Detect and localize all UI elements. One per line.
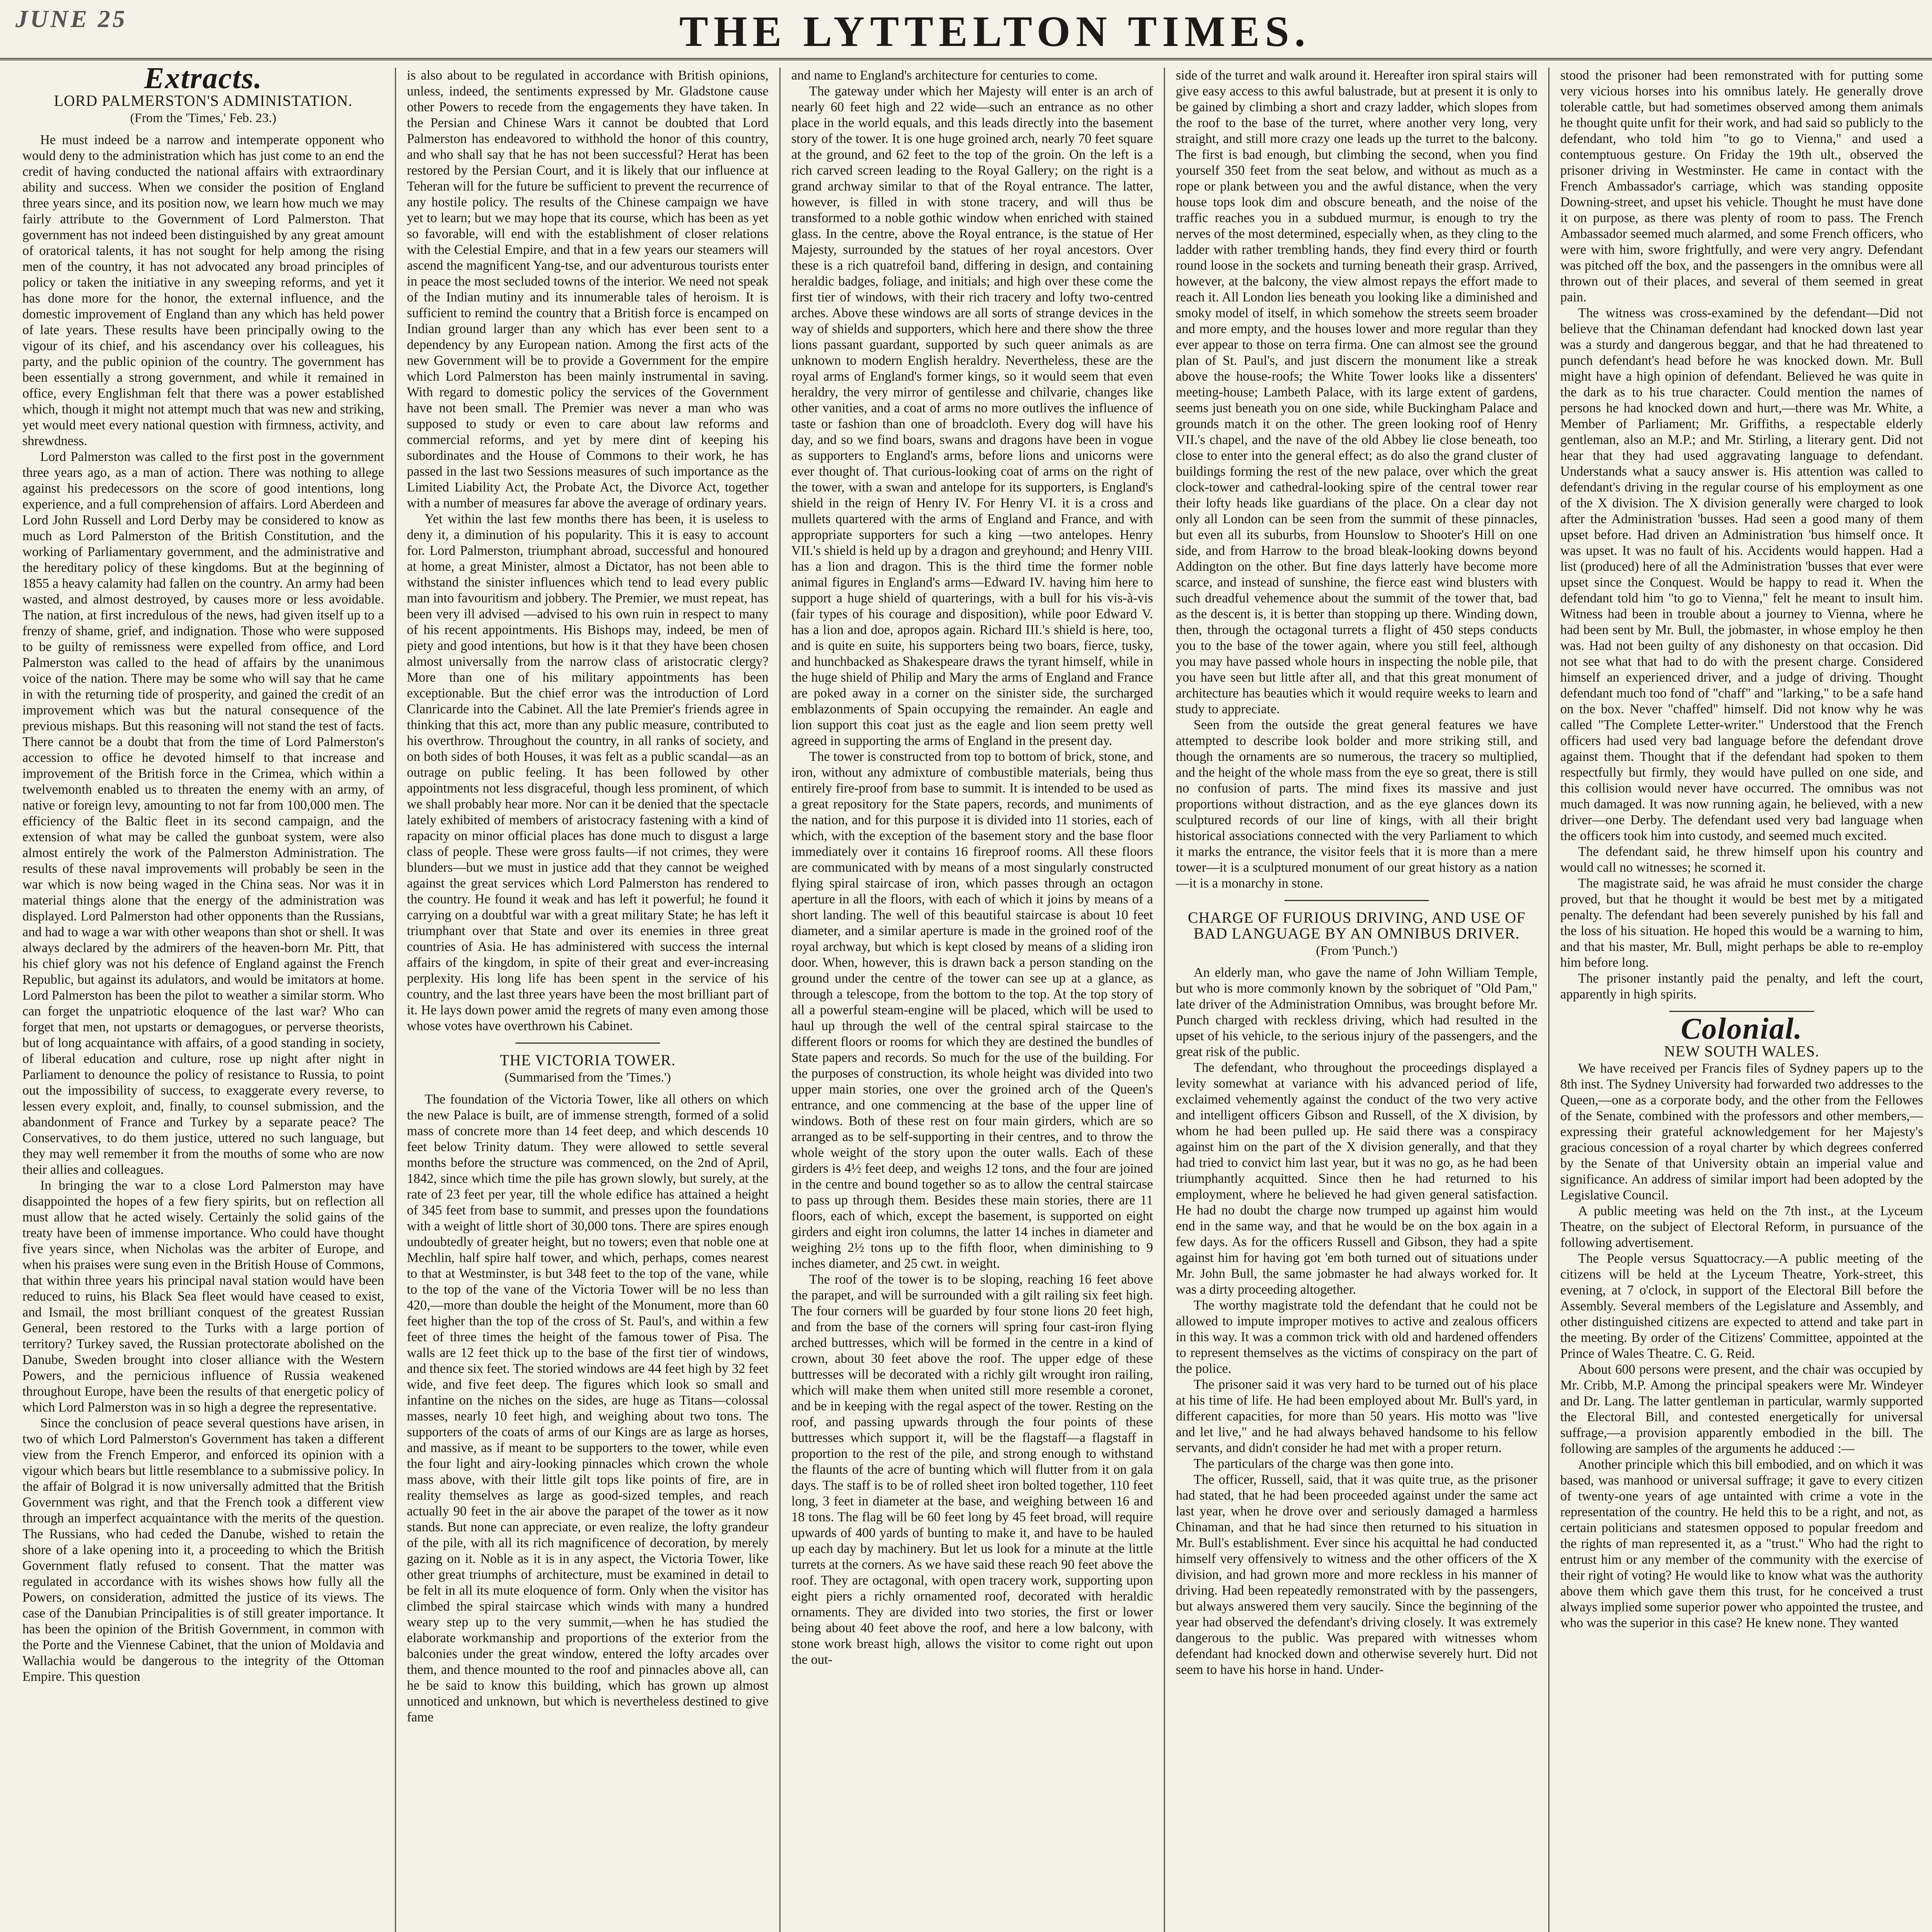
article-headline: LORD PALMERSTON'S ADMINISTATION. [54,92,353,109]
article-paragraph: The foundation of the Victoria Tower, like all others on which the new Palace is built, are of immense strength, formed of a solid mass of concrete more than 14 feet deep, and which descends 10 feet below Trinity datum. They were allowed to settle several months before the structure was commenced, on the 2nd of April, 1842, since which time the pile has grown slowly, but surely, at the rate of 23 feet per year, till the whole edifice has attained a height of 345 feet from base to summit, and presses upon the foundations with a weight of little short of 30,000 tons. There are spires enough undoubtedly of greater height, but no towers; even that noble one at Mechlin, half spire half tower, and which, perhaps, comes nearest to that at Westminster, is but 348 feet to the top of the vane, while to the top of the vane of the Victoria Tower will be no less than 420,—more than double the height of the Monument, more than 60 feet higher than the top of the cross of St. Paul's, and within a few feet of three times the height of the famous tower of Pisa. The walls are 12 feet thick up to the base of the first tier of windows, and thence six feet. The storied windows are 44 feet high by 32 feet wide, and five feet deep. The figures which look so small and infantine on the niches on the sides, are huge as Titans—colossal masses, nearly 10 feet high, and weighing about two tons. The supporters of the coats of arms of our Kings are as large as horses, and massive, as if meant to be supporters to the tower, while even the four light and airy-looking pinnacles which crown the whole mass above, with their little gilt tops like points of fire, are in reality themselves as large as good-sized temples, and reach actually 90 feet in the air above the parapet of the tower as it now stands. But none can appreciate, or even realize, the lofty grandeur of the pile, with all its rich magnificence of decoration, by merely gazing on it. Noble as it is in any aspect, the Victoria Tower, like other great triumphs of architecture, must be examined in detail to be felt in all its mute eloquence of form. Only when the visitor has climbed the spiral staircase which winds with many a hundred weary step up to the very summit,—when he has studied the elaborate workmanship and proportions of the exterior from the balconies under the great window, entered the lofty arcades over them, and thence mounted to the roof and pinnacles above all, can he be said to know this building, which has grown up almost unnoticed and unknown, but which is nevertheless destined to give fame [407,1092,769,1725]
article-paragraph: The worthy magistrate told the defendant that he could not be allowed to impute improper motives to active and zealous officers in this way. It was a common trick with old and hardened offenders to represent themselves as the victims of conspiracy on the part of the police. [1176,1298,1537,1376]
divider [1284,900,1429,901]
article-paragraph: Yet within the last few months there has been, it is useless to deny it, a diminution of his popularity. This it is easy to account for. Lord Palmerston, triumphant abroad, successful and honoured at home, a great Minister, almost a Dictator, has not been able to withstand the sinister influences which tend to lead every public man into favouritism and jobbery. The Premier, we must repeat, has been very ill advised —advised to his own ruin in respect to many of his recent appointments. His Bishops may, indeed, be men of piety and good intentions, but how is it that they have been chosen almost universally from the narrow class of aristocratic clergy? More than one of his military appointments has been exceptionable. But the chief error was the introduction of Lord Clanricarde into the Cabinet. All the late Premier's friends agree in thinking that this act, more than any public measure, contributed to his overthrow. Throughout the country, in all ranks of society, and on both sides of both Houses, it was felt as a public scandal—as an outrage on public feeling. It has been followed by other appointments not less disgraceful, though less prominent, of which we shall probably hear more. Nor can it be denied that the spectacle lately exhibited of members of aristocracy fastening with a kind of rapacity on minor official places has done much to disgust a large class of people. These were gross faults—if not crimes, they were blunders—but we must in justice add that they cannot be weighed against the great services which Lord Palmerston has rendered to the country. He found it weak and has left it powerful; he found it carrying on a doubtful war with a great military State; he has left it triumphant over that State and over its enemies in three great countries of Asia. He has administered with success the internal affairs of the kingdom, in spite of their great and ever-increasing perplexity. His long life has been spent in the service of his country, and the last three years have been the most brilliant part of it. He lays down power amid the regrets of many even among those whose votes have overthrown his Cabinet. [407,512,769,1033]
columns [12,68,1932,1932]
article-paragraph: The defendant, who throughout the proceedings displayed a levity somewhat at variance with his advanced period of life, exclaimed vehemently against the conduct of the two very active and intelligent officers Gibson and Russell, of the X division, by whom he had been pulled up. He said there was a conspiracy against him on the part of the X division generally, and that they had tried to convict him last year, but it was no go, as he had been triumphantly acquitted. Since then he had returned to his employment, where he believed he had given general satisfaction. He had no doubt the charge now trumped up against him would end in the same way, and that he would be on the box again in a few days. As for the officers Russell and Gibson, they had a spite against him for having got 'em both turned out of situations under Mr. John Bull, the same jobmaster he had always worked for. It was a dirty proceeding altogether. [1176,1060,1537,1297]
column-5 [1549,68,1932,1932]
article-paragraph: The prisoner instantly paid the penalty, and left the court, apparently in high spirits. [1560,971,1923,1002]
article-headline: NEW SOUTH WALES. [1664,1043,1820,1060]
article-source: (Summarised from the 'Times.') [504,1070,671,1085]
article-paragraph: About 600 persons were present, and the chair was occupied by Mr. Cribb, M.P. Among the principal speakers were Mr. Windeyer and Dr. Lang. The latter gentleman in particular, warmly supported the Electoral Bill, and contested energetically for universal suffrage,—a provision apparently embodied in the bill. The following are samples of the arguments he adduced :— [1560,1362,1923,1456]
masthead [0,0,1932,60]
article-paragraph: The defendant said, he threw himself upon his country and would call no witnesses; he scorned it. [1560,844,1923,875]
article-paragraph: A public meeting was held on the 7th inst., at the Lyceum Theatre, on the subject of Electoral Reform, in pursuance of the following advertisement. [1560,1204,1923,1250]
newspaper-title: THE LYTTELTON TIMES. [679,8,1311,56]
article-paragraph: Another principle which this bill embodied, and on which it was based, was manhood or universal suffrage; it gave to every citizen of twenty-one years of age untainted with crime a vote in the representation of the country. He held this to be a right, and not, as certain politicians and statesmen opposed to popular freedom and the rights of man represented it, as a "trust." Who had the right to entrust him or any member of the community with the exercise of their right of voting? He would like to know what was the authority above them which gave them this trust, for he conceived a trust always implied some superior power who appointed the trustee, and who was the superior in this case? He knew none. They wanted [1560,1457,1923,1630]
article-paragraph: Seen from the outside the great general features we have attempted to describe look bolder and more striking still, and though the ornaments are so numerous, the tracery so multiplied, and the height of the whole mass from the eye so great, there is still no confusion of parts. The mind fixes its massive and just proportions without distraction, and as the eye glances down its sculptured records of our line of kings, with all their bright historical associations connected with the very Parliament to which it marks the entrance, the visitor feels that it is more than a mere tower—it is a sculptured monument of our great history as a nation—it is a monarchy in stone. [1176,718,1537,891]
article-source: (From 'Punch.') [1316,944,1398,958]
article-paragraph: The gateway under which her Majesty will enter is an arch of nearly 60 feet high and 22 wide—such an entrance as no other place in the world equals, and this leads directly into the basement story of the tower. It is one huge groined arch, nearly 70 feet square at the ground, and 62 feet to the top of the groin. On the left is a rich carved screen leading to the Royal Gallery; on the right is a grand archway similar to that of the Royal entrance. The latter, however, is filled in with stone tracery, and will thus be transformed to a noble gothic window when enriched with stained glass. In the centre, above the Royal entrance, is the statue of Her Majesty, surrounded by the statues of her royal ancestors. Over these is a rich quatrefoil band, differing in design, and containing heraldic badges, foliage, and initials; and high over these come the first tier of windows, with their rich tracery and lofty two-centred arches. Above these windows are all sorts of strange devices in the way of shields and supporters, which here and there show the three lions passant guardant, supported by such queer animals as are unknown to modern English heraldry. Nevertheless, these are the royal arms of England's former kings, so it would seem that even heraldry, the very mirror of gentilesse and chilvarie, changes like other vanities, and a coat of arms no more outlives the influence of taste or fashion than one of broadcloth. Every dog will have his day, and so we find boars, swans and dragons have been in vogue as supporters to England's arms, before lions and unicorns were ever thought of. That curious-looking coat of arms on the right of the tower, with a swan and antelope for its supporters, is England's shield in the reign of Henry IV. For Henry VI. it is a cross and mullets quartered with the arms of England and France, and with appropriate supporters for such a king —two antelopes. Henry VII.'s shield is held up by a dragon and greyhound; and Henry VIII. has a lion and dragon. This is the third time the former noble animal figures in England's arms—Edward IV. having him here to support a huge shield of quarterings, with a bull for his vis-à-vis (fair types of his courage and disposition), while poor Edward V. has a lion and doe, apropos again. Richard III.'s shield is here, too, and is quite en suite, his supporters being two boars, fierce, tusky, and hunchbacked as Shakespeare draws the tyrant himself, while in the huge shield of Philip and Mary the arms of England and France are poked away in a corner on the sinister side, the surcharged emblazonments of Spain occupying the remainder. An eagle and lion support this coat just as the eagle and lion seem pretty well agreed in supporting the arms of England in the present day. [791,84,1153,748]
article-paragraph: The particulars of the charge was then gone into. [1194,1456,1454,1471]
article-paragraph: The prisoner said it was very hard to be turned out of his place at his time of life. He had been employed about Mr. Bull's yard, in different capacities, for more than 50 years. His motto was "live and let live," and he had always behaved handsome to his fellow servants, and didn't consider he had met with a proper return. [1176,1377,1537,1455]
article-paragraph: stood the prisoner had been remonstrated with for putting some very vicious horses into his omnibus lately. He generally drove tolerable cattle, but had sometimes observed among them animals he thought quite unfit for their work, and had said so publicly to the defendant, who told him "to go to Vienna," and used a contemptuous gesture. On Friday the 19th ult., observed the prisoner driving in Westminster. He came in contact with the French Ambassador's carriage, which was standing opposite Downing-street, and upset his vehicle. Thought he must have done it on purpose, as there was plenty of room to pass. The French Ambassador seemed much alarmed, and some French officers, who were with him, swore frightfully, and were very angry. Defendant was pitched off the box, and the passengers in the omnibus were all thrown out of their places, and several of them seemed in great pain. [1560,68,1923,304]
article-paragraph: Since the conclusion of peace several questions have arisen, in two of which Lord Palmerston's Government has taken a different view from the French Emperor, and enforced its opinion with a vigour which bears but little resemblance to a submissive policy. In the affair of Bolgrad it is now universally admitted that the British Government was right, and that the French took a different view through an imperfect acquaintance with the merits of the question. The Russians, who had ceded the Danube, wished to retain the shore of a lake opening into it, a proceeding to which the British Government flatly refused to consent. That the matter was regulated in accordance with its wishes shows how fully all the Powers, on consideration, admitted the justice of its views. The case of the Danubian Principalities is of still greater importance. It has been the opinion of the British Government, in common with the Porte and the Viennese Cabinet, that the union of Moldavia and Wallachia would be dangerous to the integrity of the Ottoman Empire. This question [22,1416,384,1684]
column-3 [781,68,1165,1932]
article-headline: THE VICTORIA TOWER. [500,1051,676,1069]
article-paragraph: is also about to be regulated in accordance with British opinions, unless, indeed, the sentiments expressed by Mr. Gladstone cause other Powers to recede from the engagements they have taken. In the Persian and Chinese Wars it cannot be doubted that Lord Palmerston has endeavored to withhold the honor of this country, and who shall say that he has not been successful? Herat has been restored by the Persian Court, and it is likely that our influence at Teheran will for the future be sufficient to prevent the recurrence of any hostile policy. The results of the Chinese campaign we have yet to learn; but we may hope that its course, which has been as yet so favorable, will end with the establishment of closer relations with the Celestial Empire, and that in a few years our steamers will ascend the magnificent Yang-tse, and our adventurous tourists enter in peace the most secluded towns of the interior. We need not speak of the Indian mutiny and its innumerable tales of heroism. It is sufficient to remind the country that a British force is encamped on Indian ground larger than any which has ever been sent to a dependency by any European nation. Among the first acts of the new Government will be to provide a Government for the empire which Lord Palmerston has been mainly instrumental in saving. With regard to domestic policy the services of the Government have not been small. The Premier was never a man who was supposed to study or even to care about law reforms and commercial reforms, and yet by mere dint of keeping his subordinates and the House of Commons to their work, he has passed in the last two Sessions measures of such importance as the Limited Liability Act, the Probate Act, the Divorce Act, together with a number of measures far above the average of ordinary years. [407,68,769,510]
article-paragraph: The witness was cross-examined by the defendant—Did not believe that the Chinaman defendant had knocked down last year was a sturdy and dangerous beggar, and that he had threatened to punch defendant's head before he was knocked down. Mr. Bull might have a high opinion of defendant. Believed he was quite in the dark as to his true character. Could mention the names of persons he had knocked down and hurt,—there was Mr. White, a Member of Parliament; Mr. Griffiths, a respectable elderly gentleman, also an M.P.; and Mr. Stirling, a literary gent. Did not hear that they had used aggravating language to defendant. Understands what a saucy answer is. His attention was called to defendant's driving in the regular course of his employment as one of the X division. The X division generally were charged to look after the Administration 'busses. Had seen a good many of them upset before. Had driven an Administration 'bus himself once. It was upset. It was no fault of his. Accidents would happen. Had a list (produced) here of all the Administration 'busses that ever were upset since the Conquest. Would be happy to read it. When the defendant told him "to go to Vienna," felt he meant to insult him. Witness had been in trouble about a journey to Vienna, where he had been sent by Mr. Bull, the jobmaster, in whose employ he then was. Had not been guilty of any dishonesty on that occasion. Did not see what that had to do with the present charge. Considered himself an experienced driver, and a judge of driving. Thought defendant much too fond of "chaff" and "larking," to be a safe hand on the box. Never "chaffed" himself. Did not know why he was called "The Complete Letter-writer." Understood that the French officers had used very bad language before the defendant drove against them. Thought that if the defendant had spoken to them respectfully but firmly, they would have pulled on one side, and this collision would never have occurred. The omnibus was not much damaged. It was now running again, he believed, with a new driver—one Derby. The defendant used very bad language when the officers took him into custody, and seemed much excited. [1560,306,1923,843]
article-paragraph: The tower is constructed from top to bottom of brick, stone, and iron, without any admixture of combustible materials, being thus entirely fire-proof from base to summit. It is intended to be used as a great repository for the State papers, records, and muniments of the nation, and for this purpose it is divided into 11 stories, each of which, with the exception of the basement story and the base floor immediately over it contains 16 fireproof rooms. All these floors are communicated with by means of a most singularly constructed flying spiral staircase of iron, which passes through an octagon aperture in all the floors, with each of which it joins by means of a short landing. The well of this beautiful staircase is about 10 feet diameter, and a similar aperture is made in the groined roof of the royal archway, but which is kept closed by means of a sliding iron door. When, however, this is drawn back a person standing on the ground under the centre of the tower can see up at a glance, as through a telescope, from the bottom to the top. At the top story of all a powerful steam-engine will be placed, which will be used to haul up through the well of the central spiral staircase to the different floors or rooms for which they are destined the bundles of State papers and records. So much for the use of the building. For the purposes of construction, its whole height was divided into two upper main stories, one over the groined arch of the Queen's entrance, and one commencing at the base of the upper line of windows. Both of these rest on four main girders, which are so arranged as to be self-supporting in their centres, and to throw the whole weight of the story upon the outer walls. Each of these girders is 4½ feet deep, and weighs 12 tons, and the four are joined in the centre and bound together so as to allow the central staircase to pass up through them. Besides these main stories, there are 11 floors, each of which, except the basement, is supported on eight girders and eight iron columns, the latter 14 inches in diameter and weighing 2½ tons up to the fifth floor, when diminishing to 9 inches diameter, and 25 cwt. in weight. [791,749,1153,1271]
divider [515,1043,660,1044]
section-title-extracts: Extracts. [144,68,263,95]
masthead-date: JUNE 25 [15,5,128,32]
article-paragraph: The officer, Russell, said, that it was quite true, as the prisoner had stated, that he had been proceeded against under the same act last year, when he drove over and seriously damaged a harmless Chinaman, and that he had since then returned to his situation in Mr. Bull's establishment. Ever since his acquittal he had conducted himself very offensively to witness and the other officers of the X division, and had grown more and more reckless in his manner of driving. Had been repeatedly remonstrated with by the passengers, but always answered them very saucily. Since the beginning of the year had observed the defendant's driving closely. It was extremely dangerous to the public. Was prepared with witnesses whom defendant had knocked down and otherwise severely hurt. Did not seem to have his horse in hand. Under- [1176,1472,1537,1677]
article-paragraph: He must indeed be a narrow and intemperate opponent who would deny to the administration which has just come to an end the credit of having conducted the national affairs with extraordinary ability and success. When we consider the position of England three years since, and its position now, we learn how much we may fairly attribute to the Government of Lord Palmerston. That government has not indeed been distinguished by any great amount of oratorical talents, it has not sought for help among the rising men of the country, it has not advocated any broad principles of policy or taken the initiative in any sweeping reforms, and yet it has done more for the honor, the external influence, and the domestic improvement of England than any which has held power of late years. These results have been principally owing to the vigour of its chief, and his ascendancy over his colleagues, his party, and the public opinion of the country. The government has been essentially a strong government, and while it remained in office, every Englishman felt that there was a power established which, though it might not attempt much that was new and striking, yet would meet every national question with firmness, activity, and shrewdness. [22,133,384,448]
article-paragraph: The People versus Squattocracy.—A public meeting of the citizens will be held at the Lyceum Theatre, York-street, this evening, at 7 o'clock, in support of the Electoral Bill before the Assembly. Several members of the Legislature and Assembly, and other distinguished citizens are expected to attend and take part in the meeting. By order of the Citizens' Committee, appointed at the Prince of Wales Theatre. C. G. Reid. [1560,1251,1923,1361]
column-4 [1165,68,1549,1932]
article-paragraph: The roof of the tower is to be sloping, reaching 16 feet above the parapet, and will be surrounded with a gilt railing six feet high. The four corners will be guarded by four stone lions 20 feet high, and from the base of the corners will spring four cast-iron flying arched buttresses, which will be formed in the centre in a kind of crown, about 30 feet above the roof. The upper edge of these buttresses will be decorated with a richly gilt wrought iron railing, which will make them when united still more resemble a coronet, and be in keeping with the regal aspect of the tower. Resting on the roof, and passing upwards through the four points of these buttresses which support it, will be the flagstaff—a flagstaff in proportion to the rest of the pile, and strong enough to withstand the flaunts of the acre of bunting which will flutter from it on gala days. The staff is to be of rolled sheet iron bolted together, 110 feet long, 3 feet in diameter at the base, and weighing between 16 and 18 tons. The flag will be 60 feet long by 45 feet broad, will require upwards of 400 yards of bunting to make it, and have to be hauled up each day by machinery. But let us look for a minute at the little turrets at the corners. As we have said these reach 90 feet above the roof. They are octagonal, with open tracery work, supporting upon eight piers a richly ornamented roof, decorated with heraldic ornaments. They are divided into two stories, the first or lower being about 40 feet above the roof, and here a low balcony, with stone work breast high, allows the visitor to come right out upon the out- [791,1272,1153,1667]
article-paragraph: An elderly man, who gave the name of John William Temple, but who is more commonly known by the sobriquet of "Old Pam," late driver of the Administration Omnibus, was brought before Mr. Punch charged with reckless driving, which had resulted in the upset of his vehicle, to the serious injury of the passengers, and the great risk of the public. [1176,965,1537,1059]
article-paragraph: and name to England's architecture for centuries to come. [791,68,1098,83]
article-paragraph: We have received per Francis files of Sydney papers up to the 8th inst. The Sydney University had forwarded two addresses to the Queen,—one as a corporate body, and the other from the Fellowes of the Senate, combined with the professors and other members,—expressing their grateful acknowledgement for her Majesty's gracious concession of a royal charter by which degrees conferred by the Senate of that University obtain an imperial value and significance. An address of similar import had been adopted by the Legislative Council. [1560,1061,1923,1202]
article-paragraph: In bringing the war to a close Lord Palmerston may have disappointed the hopes of a few fiery spirits, but on reflection all must allow that he acted wisely. Certainly the solid gains of the treaty have been of immense importance. Who could have thought five years since, when Nicholas was the arbiter of Europe, and when his praises were sung even in the British House of Commons, that within three years his principal naval station would have been reduced to ruins, his Black Sea fleet would have ceased to exist, and Ismail, the most brilliant conquest of the greatest Russian General, been restored to the Turks with a large portion of territory? Turkey saved, the Russian protectorate abolished on the Danube, Sweden brought into closer alliance with the Western Powers, and the pernicious influence of Russia weakened throughout Europe, have been the results of that energetic policy of which Lord Palmerston was in so high a degree the representative. [22,1178,384,1415]
column-1 [12,68,396,1932]
article-paragraph: The magistrate said, he was afraid he must consider the charge proved, but that he thought it would be best met by a mitigated penalty. The defendant had been severely punished by his fall and the loss of his situation. He hoped this would be a warning to him, and that his master, Mr. Bull, might perhaps be able to re-employ him before long. [1560,876,1923,970]
article-source: (From the 'Times,' Feb. 23.) [130,111,277,125]
column-2 [396,68,781,1932]
article-paragraph: Lord Palmerston was called to the first post in the government three years ago, as a man of action. There was nothing to allege against his predecessors on the score of good intentions, long experience, and a full comprehension of affairs. Lord Aberdeen and Lord John Russell and Lord Derby may be considered to know as much as Lord Palmerston of the British Constitution, and the working of Parliamentary government, and the administrative and the hereditary policy of these kingdoms. But at the beginning of 1855 a heavy calamity had fallen on the country. An army had been wasted, and almost destroyed, by causes more or less avoidable. The nation, at first incredulous of the news, had given itself up to a frenzy of shame, grief, and indignation. Those who were supposed to be guilty of remissness were expelled from office, and Lord Palmerston was called to the head of affairs by the unanimous voice of the nation. There may be some who will say that he came in with the returning tide of prosperity, and gained the credit of an improvement which was but the natural consequence of the previous mishaps. But this reasoning will not stand the test of facts. There cannot be a doubt that from the time of Lord Palmerston's accession to office he devoted himself to that increase and improvement of the British force in the Crimea, which within a twelvemonth enabled us to threaten the enemy with an army, of native or foreign levy, amounting to not far from 100,000 men. The efficiency of the Baltic fleet in its second campaign, and the extension of what may be called the gunboat system, were also almost entirely the work of the Palmerston Administration. The results of these naval improvements will probably be seen in the war which is now being waged in the China seas. Nor was it in material things alone that the energy of the administration was displayed. Lord Palmerston had other opponents than the Russians, and had to wage a war with other weapons than shot or shell. It was always declared by the admirers of the heaven-born Mr. Pitt, that his chief glory was not his defence of England against the French Republic, but against its adulators, and would be imitators at home. Lord Palmerston has been the pilot to weather a similar storm. Who can forget the unpatriotic eloquence of the last war? Who can forget that men, not upstarts or demagogues, or perverse theorists, but of long acquaintance with affairs, of a good standing in society, of liberal education and culture, rose up night after night in Parliament to denounce the policy of resistance to Russia, to point out the impossibility of success, to exaggerate every reverse, to lessen every exploit, and, finally, to counsel submission, and the abandonment of France and Turkey by a separate peace? The Conservatives, to do them justice, uttered no such language, but they may well remember it from the mouths of some who are now their allies and colleagues. [22,449,384,1177]
article-headline: CHARGE OF FURIOUS DRIVING, AND USE OF BAD LANGUAGE BY AN OMNIBUS DRIVER. [1188,909,1526,942]
article-paragraph: side of the turret and walk around it. Hereafter iron spiral stairs will give easy access to this awful balustrade, but at present it is only to be gained by climbing a short and crazy ladder, which slopes from the roof to the base of the turret, where another very long, very straight, and still more crazy one leads up the turret to the balcony. The first is bad enough, but climbing the second, when you find yourself 350 feet from the seat below, and without as much as a rope or plank between you and the awful distance, when the very house tops look dim and obscure beneath, and the noise of the traffic reaches you in a subdued murmur, is enough to try the nerves of the most determined, especially when, as they cling to the ladder with rather trembling hands, they find every third or fourth round loose in the sockets and turning beneath their grasp. Arrived, however, at the balcony, the view almost repays the effort made to reach it. All London lies beneath you looking like a diminished and smoky model of itself, in which somehow the streets seem broader and more empty, and the houses lower and more regular than they ever appear to those on terra firma. One can almost see the ground plan of St. Paul's, and just discern the monument like a streak above the house-roofs; the White Tower looks like a dissenters' meeting-house; Lambeth Palace, with its large extent of gardens, seems just beneath you on one side, while Buckingham Palace and grounds match it on the other. The green looking roof of Henry VII.'s chapel, and the nave of the old Abbey lie close beneath, too close to enter into the general effect; as do also the grand cluster of buildings forming the rest of the new palace, over which the great clock-tower and cathedral-looking spire of the central tower rear their lofty heads like guardians of the place. On a clear day not only all London can be seen from the summit of these pinnacles, but even all its suburbs, from Hounslow to Shooter's Hill on one side, and from Harrow to the broad bleak-looking downs beyond Addington on the other. But fine days latterly have become more scarce, and instead of sunshine, the fierce east wind blusters with such dreadful vehemence about the summit of the tower that, bad as the descent is, it is better than stopping up there. Winding down, then, through the octagonal turrets a flight of 450 steps conducts you to the base of the tower again, where you still feel, although you may have passed whole hours in inspecting the noble pile, that you have seen but little after all, and that this great monument of architecture has beauties which it would require weeks to learn and study to appreciate. [1176,68,1537,716]
section-title-colonial: Colonial. [1681,1012,1803,1045]
